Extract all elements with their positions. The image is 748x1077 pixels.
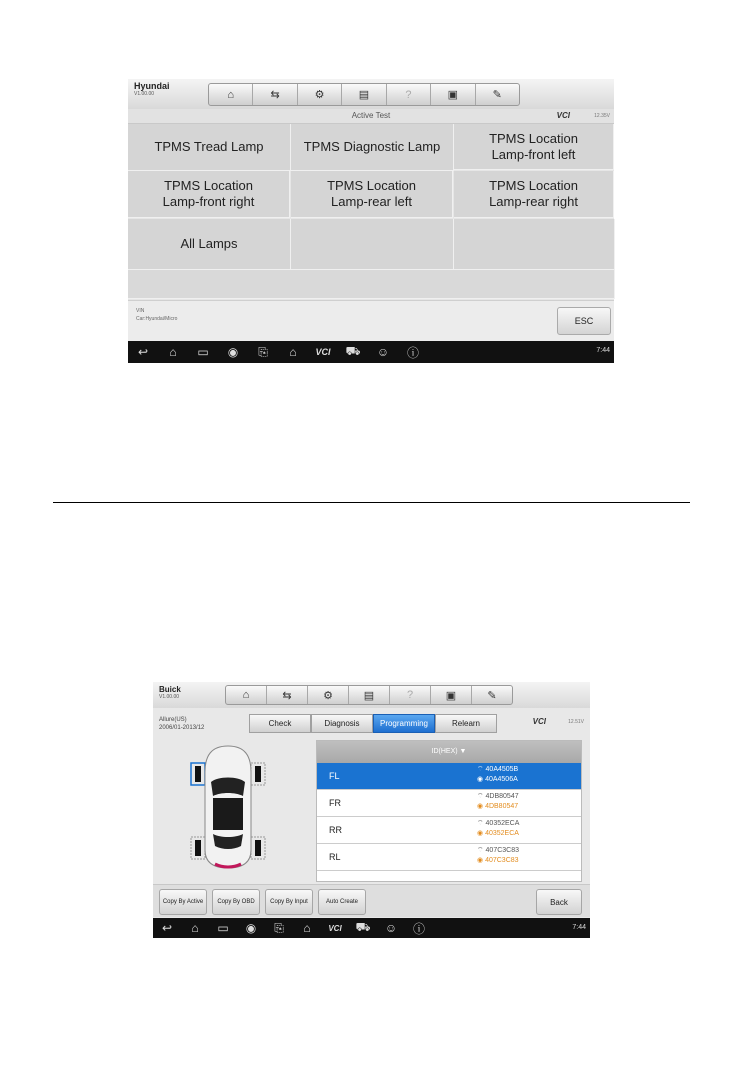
lamp-cell-all[interactable]: All Lamps [128,219,291,270]
maxisys-icon[interactable]: ⌂ [289,345,297,359]
vehicle-model: Allure(US) [159,717,187,723]
brand-title [159,685,181,701]
tpms-icon[interactable]: ⓘ [406,345,419,360]
car-path: Car:Hyundai/Micro [136,316,178,322]
printer-icon[interactable]: ▤ [349,686,390,704]
brand-name: Buick [159,685,181,694]
sensor-id: ⌔ 40A4505B [477,766,519,773]
recent-apps-icon[interactable]: ▭ [217,921,229,935]
copy-by-input-button[interactable]: Copy By Input [265,889,313,915]
tpms-icon[interactable]: ⓘ [412,921,425,936]
function-title: Active Test [351,111,391,120]
row-ids [477,792,519,812]
home-nav-icon[interactable]: ⌂ [191,921,199,935]
copy-by-active-button[interactable]: Copy By Active [159,889,207,915]
car-top-view-icon [183,742,273,870]
browser-icon[interactable]: ◉ [227,345,239,359]
battery-voltage: 12.51V [568,719,584,725]
table-header[interactable]: ID(HEX) ▼ [317,741,581,763]
tire-id: ◉ 4DB80547 [477,803,519,810]
subtitle-bar [128,109,614,124]
tire-id: ◉ 407C3C83 [477,857,519,864]
roof [213,798,243,830]
tire-fl-icon [195,766,201,782]
vci-nav-icon[interactable]: VCI [328,923,342,933]
lamp-cell-empty [291,219,454,270]
home-nav-icon[interactable]: ⌂ [169,345,177,359]
settings-gear-icon[interactable]: ⚙ [308,686,349,704]
copy-by-obd-button[interactable]: Copy By OBD [212,889,260,915]
tab-relearn[interactable]: Relearn [435,714,497,733]
printer-icon[interactable]: ▤ [342,84,386,105]
user-car-icon[interactable]: ☺ [384,921,398,935]
vin-label: VIN [136,308,145,314]
row-position: RR [329,825,342,835]
lamp-cell-front-right[interactable]: TPMS Location Lamp-front right [128,171,290,218]
auto-create-button[interactable]: Auto Create [318,889,366,915]
vci-indicator: VCI [556,111,570,120]
tpms-programming-screenshot [153,682,590,938]
car-icon[interactable]: ⛟ [355,920,371,934]
save-icon[interactable]: ▣ [431,84,475,105]
car-icon[interactable]: ⛟ [345,344,361,358]
table-row[interactable] [317,844,581,871]
back-button[interactable]: Back [536,889,582,915]
row-ids [477,846,519,866]
section-divider [53,502,690,503]
status-area [128,300,614,341]
vehicle-years: 2006/01-2013/12 [159,725,205,731]
screenshot-icon[interactable]: ⎘ [274,920,284,935]
vci-nav-icon[interactable]: VCI [315,347,331,357]
vehicle-info [136,307,177,323]
clock: 7:44 [572,924,586,931]
browser-icon[interactable]: ◉ [245,921,257,935]
sensor-id: ⌔ 407C3C83 [477,847,519,854]
brand-name: Hyundai [134,81,170,91]
pen-icon[interactable]: ✎ [492,89,502,101]
car-diagram [183,742,273,870]
function-tabs [249,714,497,733]
vci-indicator: VCI [532,717,546,726]
vehicle-info [159,716,204,732]
lamp-cell-rear-right[interactable]: TPMS Location Lamp-rear right [454,171,614,218]
table-row[interactable] [317,790,581,817]
active-test-screenshot [128,79,614,363]
action-bar [153,884,590,917]
home-icon[interactable]: ⌂ [226,686,267,704]
sensor-id: ⌔ 40352ECA [477,820,520,827]
save-icon[interactable]: ▣ [431,686,472,704]
pen-icon[interactable]: ✎ [487,689,497,702]
screenshot-icon[interactable]: ⎘ [258,344,268,359]
sensor-id-table [316,740,582,882]
home-icon[interactable]: ⌂ [209,84,253,105]
toolbar [225,685,513,705]
tab-check[interactable]: Check [249,714,311,733]
help-icon[interactable]: ? [387,84,431,105]
lamp-cell-diagnostic[interactable]: TPMS Diagnostic Lamp [291,124,454,171]
table-row[interactable] [317,763,581,790]
tab-diagnosis[interactable]: Diagnosis [311,714,373,733]
tire-id: ◉ 40A4506A [477,776,518,783]
tire-rr-icon [255,840,261,856]
tab-programming[interactable]: Programming [373,714,435,733]
maxisys-icon[interactable]: ⌂ [303,921,311,935]
vehicle-swap-icon[interactable]: ⇆ [267,686,308,704]
clock: 7:44 [596,347,610,354]
lamp-cell-front-left[interactable]: TPMS Location Lamp-front left [454,124,614,170]
recent-apps-icon[interactable]: ▭ [197,345,209,359]
lamp-cell-tread[interactable]: TPMS Tread Lamp [128,124,291,171]
table-row[interactable] [317,817,581,844]
brand-title [134,82,170,98]
row-position: FL [329,771,340,781]
row-ids [477,819,519,839]
user-car-icon[interactable]: ☺ [376,345,390,359]
row-ids [477,765,518,785]
help-icon[interactable]: ? [390,686,431,704]
lamp-cell-empty [454,219,615,270]
top-bar [128,79,614,109]
android-navbar [153,918,590,938]
esc-button[interactable]: ESC [557,307,611,335]
tire-id: ◉ 40352ECA [477,830,519,837]
lamp-row-empty [128,270,615,299]
back-icon[interactable]: ↩ [161,921,173,935]
top-bar [153,682,590,708]
software-version: V1.00.00 [134,91,155,97]
software-version: V1.00.00 [159,694,180,700]
vehicle-swap-icon[interactable]: ⇆ [253,84,297,105]
battery-voltage: 12.35V [594,113,610,119]
android-navbar [128,341,614,363]
sensor-id: ⌔ 4DB80547 [477,793,519,800]
row-position: FR [329,798,341,808]
lamp-cell-rear-left[interactable]: TPMS Location Lamp-rear left [291,171,453,218]
tire-fr-icon [255,766,261,782]
row-position: RL [329,852,341,862]
back-icon[interactable]: ↩ [137,345,149,359]
toolbar [208,83,520,106]
settings-gear-icon[interactable]: ⚙ [298,84,342,105]
tire-rl-icon [195,840,201,856]
